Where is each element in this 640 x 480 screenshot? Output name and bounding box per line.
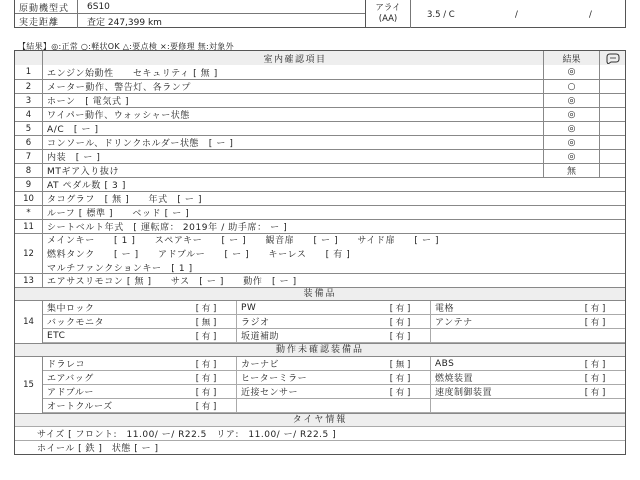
comment-icon bbox=[599, 51, 625, 65]
item-name: 集中ロック bbox=[47, 304, 95, 314]
item-name: 燃焼装置 bbox=[435, 374, 474, 384]
item-value: [ 有 ] bbox=[195, 373, 217, 384]
checklist-row bbox=[15, 177, 625, 191]
comment-cell bbox=[599, 94, 625, 107]
checklist-row-13 bbox=[15, 273, 625, 287]
row-number: 12 bbox=[15, 234, 43, 273]
item-value: [ 有 ] bbox=[195, 359, 217, 370]
row-number: 7 bbox=[15, 150, 43, 163]
item-value: [ 無 ] bbox=[195, 317, 217, 328]
row-result: 無 bbox=[543, 164, 599, 177]
row-number: 9 bbox=[15, 178, 43, 191]
item-name: ドラレコ bbox=[47, 360, 86, 370]
row-number: 3 bbox=[15, 94, 43, 107]
checklist-row bbox=[15, 65, 625, 79]
equipment-block bbox=[15, 300, 625, 343]
row-number: 2 bbox=[15, 80, 43, 93]
row-result: ◎ bbox=[543, 108, 599, 121]
row-number: 1 bbox=[15, 65, 43, 79]
tire-wheel: ホイール [ 鉄 ] 状態 [ ー ] bbox=[15, 440, 625, 454]
checklist-row bbox=[15, 205, 625, 219]
alpha-value-2: / bbox=[515, 10, 518, 20]
row-result: ◎ bbox=[543, 136, 599, 149]
item-name: カーナビ bbox=[241, 360, 280, 370]
item-name: ABS bbox=[435, 358, 455, 369]
item-name: アンテナ bbox=[435, 318, 473, 328]
equipment-item bbox=[431, 315, 625, 329]
comment-cell bbox=[599, 122, 625, 135]
checklist-row bbox=[15, 163, 625, 177]
checklist-row bbox=[15, 121, 625, 135]
inspection-table bbox=[14, 50, 626, 455]
comment-cell bbox=[599, 150, 625, 163]
comment-cell bbox=[599, 65, 625, 79]
checklist-row bbox=[15, 149, 625, 163]
engine-label: 原動機型式 bbox=[19, 3, 70, 14]
equipment-item bbox=[237, 301, 431, 315]
row-result: ◎ bbox=[543, 94, 599, 107]
row-item: エンジン始動性 セキュリティ [ 無 ] bbox=[47, 68, 218, 79]
item-name: 電格 bbox=[435, 304, 455, 314]
alpha-label-line2: (AA) bbox=[378, 14, 398, 24]
row-result: ◎ bbox=[543, 122, 599, 135]
odometer-value: 査定 247,399 km bbox=[87, 17, 162, 28]
item-name: ラジオ bbox=[241, 318, 270, 328]
checklist-row bbox=[15, 93, 625, 107]
unverified-grid bbox=[43, 357, 625, 413]
item-value: [ 有 ] bbox=[195, 401, 217, 412]
result-legend: 【結果】◎:正常 ○:軽状OK △:要点検 ×:要修理 無:対象外 bbox=[18, 42, 234, 51]
row-number: 11 bbox=[15, 220, 43, 233]
row-number: 8 bbox=[15, 164, 43, 177]
row-number: 6 bbox=[15, 136, 43, 149]
item-value: [ 有 ] bbox=[584, 359, 606, 370]
row-item: AT ペダル数 [ 3 ] bbox=[47, 181, 126, 191]
item-value: [ 有 ] bbox=[584, 303, 606, 314]
row-result: ◎ bbox=[543, 150, 599, 163]
unverified-item bbox=[237, 371, 431, 385]
row-number: 4 bbox=[15, 108, 43, 121]
item-value: [ 有 ] bbox=[389, 387, 411, 398]
checklist-row bbox=[15, 79, 625, 93]
item-value: [ 有 ] bbox=[389, 303, 411, 314]
divider bbox=[15, 13, 365, 14]
row-13-item: エアサスリモコン [ 無 ] サス [ ー ] 動作 [ ー ] bbox=[47, 277, 297, 287]
unverified-item bbox=[43, 385, 237, 399]
item-value: [ 有 ] bbox=[389, 331, 411, 342]
item-name: ETC bbox=[47, 330, 66, 341]
item-value: [ 有 ] bbox=[584, 387, 606, 398]
item-value: [ 有 ] bbox=[195, 303, 217, 314]
item-name: PW bbox=[241, 302, 257, 313]
row-12-line-3: マルチファンクションキー [ 1 ] bbox=[47, 264, 193, 274]
unverified-item bbox=[43, 357, 237, 371]
divider bbox=[77, 0, 78, 28]
checklist-header bbox=[15, 51, 625, 65]
row-item: ホーン [ 電気式 ] bbox=[47, 97, 130, 107]
tire-title: タイヤ情報 bbox=[15, 413, 625, 426]
comment-cell bbox=[599, 136, 625, 149]
item-value: [ 有 ] bbox=[195, 331, 217, 342]
equipment-item bbox=[237, 329, 431, 343]
equipment-grid bbox=[43, 301, 625, 343]
row-item: メーター動作、警告灯、各ランプ bbox=[47, 83, 192, 93]
unverified-item bbox=[43, 399, 237, 413]
row-number: 5 bbox=[15, 122, 43, 135]
alpha-label-line1: アライ bbox=[375, 3, 401, 13]
unverified-item bbox=[431, 385, 625, 399]
item-value: [ 有 ] bbox=[389, 317, 411, 328]
row-12-items bbox=[43, 234, 625, 273]
unverified-item bbox=[431, 399, 625, 413]
vehicle-info-strip bbox=[14, 0, 626, 28]
row-item: A/C [ ー ] bbox=[47, 125, 99, 135]
row-12-line-1: メインキー [ 1 ] スペアキー [ ー ] 観音扉 [ ー ] サイド扉 [ ー ] bbox=[47, 236, 440, 246]
alpha-value-3: / bbox=[589, 10, 592, 20]
alpha-label bbox=[367, 3, 409, 25]
row-item: コンソール、ドリンクホルダー状態 [ ー ] bbox=[47, 139, 234, 149]
row-number: 15 bbox=[15, 357, 43, 413]
comment-cell bbox=[599, 80, 625, 93]
unverified-item bbox=[431, 371, 625, 385]
unverified-item bbox=[237, 399, 431, 413]
equipment-item bbox=[237, 315, 431, 329]
row-number: 10 bbox=[15, 192, 43, 205]
equipment-item bbox=[43, 301, 237, 315]
equipment-item bbox=[431, 329, 625, 343]
checklist-row bbox=[15, 219, 625, 233]
row-item: ワイパー動作、ウォッシャー状態 bbox=[47, 111, 191, 121]
item-name: アドブルー bbox=[47, 388, 94, 398]
row-item: ルーフ [ 標準 ] ベッド [ ー ] bbox=[47, 209, 190, 219]
unverified-item bbox=[431, 357, 625, 371]
header-num-cell bbox=[15, 51, 43, 65]
row-item: シートベルト年式 [ 運転席： 2019年 / 助手席： ー ] bbox=[47, 223, 288, 233]
unverified-item bbox=[237, 357, 431, 371]
item-name: ヒーターミラー bbox=[241, 374, 308, 384]
unverified-item bbox=[43, 371, 237, 385]
engine-value: 6S10 bbox=[87, 2, 110, 12]
checklist-row bbox=[15, 135, 625, 149]
equipment-item bbox=[43, 315, 237, 329]
row-result: ○ bbox=[543, 80, 599, 93]
checklist-row-12 bbox=[15, 233, 625, 273]
item-value: [ 有 ] bbox=[584, 317, 606, 328]
result-header: 結果 bbox=[543, 51, 599, 65]
row-item: タコグラフ [ 無 ] 年式 [ ー ] bbox=[47, 195, 203, 205]
divider bbox=[410, 0, 411, 28]
item-value: [ 有 ] bbox=[195, 387, 217, 398]
equipment-item bbox=[431, 301, 625, 315]
item-value: [ 無 ] bbox=[389, 359, 411, 370]
checklist-row bbox=[15, 107, 625, 121]
equipment-item bbox=[43, 329, 237, 343]
comment-cell bbox=[599, 108, 625, 121]
alpha-value-1: 3.5 / C bbox=[427, 10, 455, 20]
odometer-label: 実走距離 bbox=[19, 17, 60, 28]
row-number: * bbox=[15, 206, 43, 219]
equipment-title: 装備品 bbox=[15, 287, 625, 300]
item-value: [ 有 ] bbox=[389, 373, 411, 384]
engine-row bbox=[15, 0, 110, 14]
tire-size: サイズ [ フロント: 11.00/ ー/ R22.5 リア: 11.00/ ー/ R22.5 ] bbox=[15, 426, 625, 440]
checklist-title: 室内確認項目 bbox=[263, 54, 327, 65]
item-name: 速度制御装置 bbox=[435, 388, 493, 398]
item-name: オートクルーズ bbox=[47, 402, 113, 412]
odometer-row bbox=[15, 14, 162, 28]
unverified-item bbox=[237, 385, 431, 399]
row-item: 内装 [ ー ] bbox=[47, 153, 101, 163]
row-result: ◎ bbox=[543, 65, 599, 79]
item-name: バックモニタ bbox=[47, 318, 105, 328]
item-name: 近接センサー bbox=[241, 388, 299, 398]
unverified-block bbox=[15, 356, 625, 413]
item-value: [ 有 ] bbox=[584, 373, 606, 384]
comment-cell bbox=[599, 164, 625, 177]
row-item: MTギア入り抜け bbox=[47, 167, 120, 177]
row-12-line-2: 燃料タンク [ ー ] アドブルー [ ー ] キーレス [ 有 ] bbox=[47, 250, 351, 260]
divider bbox=[365, 0, 366, 28]
unverified-title: 動作未確認装備品 bbox=[15, 343, 625, 356]
row-number: 14 bbox=[15, 301, 43, 343]
item-name: エアバッグ bbox=[47, 374, 94, 384]
item-name: 坂道補助 bbox=[241, 332, 280, 342]
checklist-row bbox=[15, 191, 625, 205]
row-number: 13 bbox=[15, 274, 43, 287]
